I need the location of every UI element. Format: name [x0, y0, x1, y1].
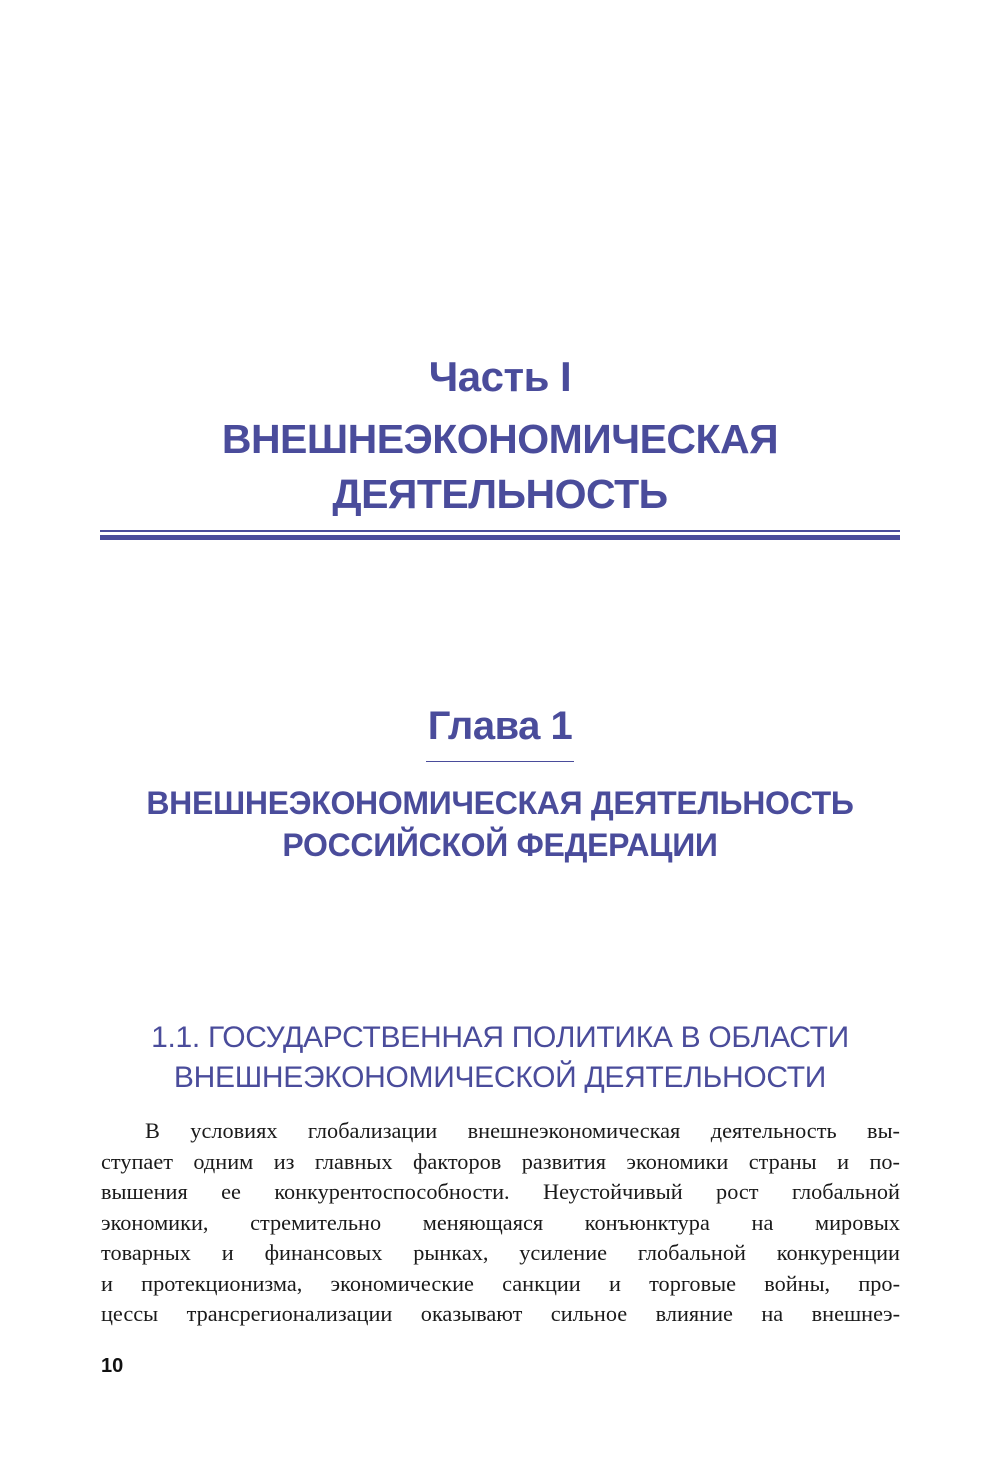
body-paragraph [101, 1116, 900, 1330]
body-line: вышения ее конкурентоспособности. Неустойчивый рост глобальной [101, 1179, 900, 1204]
chapter-title [60, 782, 940, 866]
body-line: В условиях глобализации внешнеэкономическая деятельность вы- [145, 1118, 900, 1143]
section-title [80, 1018, 920, 1098]
part-label: Часть I [428, 353, 572, 400]
section-title-line-2: ВНЕШНЕЭКОНОМИЧЕСКОЙ ДЕЯТЕЛЬНОСТИ [173, 1061, 827, 1094]
chapter-divider [426, 761, 574, 762]
chapter-title-line-1: ВНЕШНЕЭКОНОМИЧЕСКАЯ ДЕЯТЕЛЬНОСТЬ [146, 785, 854, 821]
body-line: экономики, стремительно меняющаяся конъюнктура на мировых [101, 1209, 900, 1235]
part-divider-thin [100, 530, 900, 532]
part-heading-line-2: ДЕЯТЕЛЬНОСТЬ [332, 471, 668, 517]
body-line: товарных и финансовых рынках, усиление глобальной конкуренции [101, 1240, 900, 1265]
chapter-title-line-2: РОССИЙСКОЙ ФЕДЕРАЦИИ [282, 827, 718, 863]
body-line: цессы трансрегионализации оказывают сильное влияние на внешнеэ- [101, 1301, 900, 1326]
part-heading-line-1: ВНЕШНЕЭКОНОМИЧЕСКАЯ [221, 416, 779, 462]
body-line: и протекционизма, экономические санкции и торговые войны, про- [101, 1270, 900, 1296]
part-divider-thick [100, 535, 900, 540]
chapter-label: Глава 1 [427, 704, 573, 748]
part-heading [60, 412, 940, 522]
section-title-line-1: 1.1. ГОСУДАРСТВЕННАЯ ПОЛИТИКА В ОБЛАСТИ [151, 1021, 849, 1054]
body-line: ступает одним из главных факторов развития экономики страны и по- [101, 1148, 900, 1174]
page-number: 10 [101, 1355, 124, 1377]
